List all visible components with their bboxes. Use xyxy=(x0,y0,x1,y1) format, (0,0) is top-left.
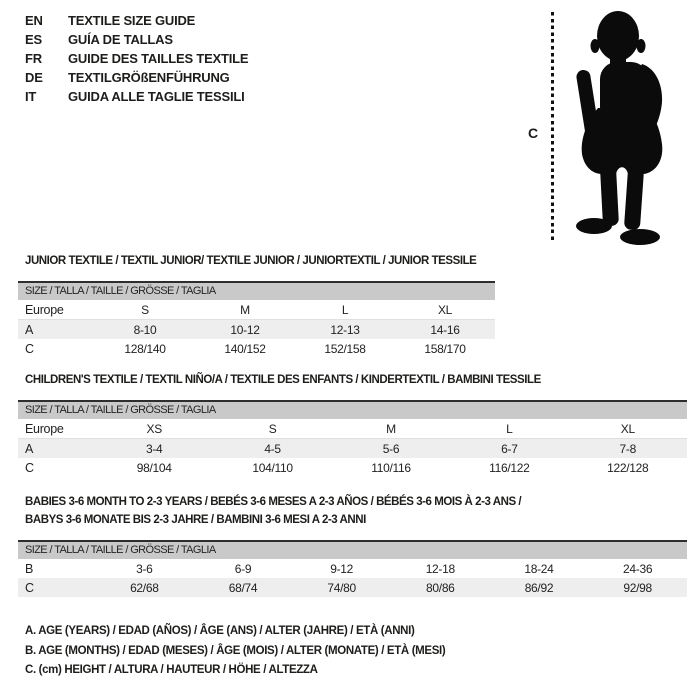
section-title-junior: JUNIOR TEXTILE / TEXTIL JUNIOR/ TEXTILE JUNIOR / JUNIORTEXTIL / JUNIOR TESSILE xyxy=(25,255,477,267)
language-label: GUIDA ALLE TAGLIE TESSILI xyxy=(68,89,245,104)
language-row-en xyxy=(25,11,248,30)
table-row xyxy=(18,578,687,597)
footnote-legend xyxy=(25,625,445,684)
language-code: IT xyxy=(25,89,37,104)
table-row xyxy=(18,320,495,340)
size-cell: 74/80 xyxy=(327,580,356,595)
size-cell: 152/158 xyxy=(324,341,366,356)
row-label: C xyxy=(25,580,34,595)
size-cell: 122/128 xyxy=(607,460,649,475)
section-title-babies-line1: BABIES 3-6 MONTH TO 2-3 YEARS / BEBÉS 3-6 MESES A 2-3 AÑOS / BÉBÉS 3-6 MOIS À 2-3 ANS / xyxy=(25,496,522,508)
size-cell: M xyxy=(195,300,295,320)
row-label: B xyxy=(25,561,34,576)
row-label: C xyxy=(25,341,34,356)
language-code: ES xyxy=(25,32,42,47)
size-cell: 86/92 xyxy=(524,580,554,595)
height-measure-dashed-line xyxy=(551,12,554,242)
footnote-age-months: B. AGE (MONTHS) / EDAD (MESES) / ÂGE (MOIS) / ALTER (MONATE) / ETÀ (MESI) xyxy=(25,644,446,657)
size-cell: 10-12 xyxy=(230,322,260,337)
toddler-silhouette-image xyxy=(558,8,683,248)
size-cell: 68/74 xyxy=(228,580,258,595)
size-cell: 7-8 xyxy=(619,441,636,456)
size-cell: 12-18 xyxy=(425,561,455,576)
table-row xyxy=(18,559,687,578)
size-cell: M xyxy=(332,419,450,439)
table-row xyxy=(18,439,687,459)
section-title-babies-line2: BABYS 3-6 MONATE BIS 2-3 JAHRE / BAMBINI 3-6 MESI A 2-3 ANNI xyxy=(25,514,366,526)
size-cell: S xyxy=(213,419,331,439)
language-label: TEXTILGRÖßENFÜHRUNG xyxy=(68,70,230,85)
size-cell: 6-9 xyxy=(234,561,252,576)
size-cell: 98/104 xyxy=(136,460,172,475)
size-cell: 128/140 xyxy=(124,341,166,356)
language-row-es xyxy=(25,30,248,49)
size-cell: S xyxy=(95,300,195,320)
size-cell: 12-13 xyxy=(330,322,360,337)
size-cell: 80/86 xyxy=(426,580,455,595)
table-row xyxy=(18,339,495,358)
size-cell: 92/98 xyxy=(623,580,652,595)
language-list xyxy=(25,11,248,106)
language-code: EN xyxy=(25,13,43,28)
language-row-de xyxy=(25,68,248,87)
language-code: DE xyxy=(25,70,43,85)
size-cell: 3-6 xyxy=(136,561,153,576)
size-cell: 158/170 xyxy=(424,341,466,356)
footnote-age-years: A. AGE (YEARS) / EDAD (AÑOS) / ÂGE (ANS) / ALTER (JAHRE) / ETÀ (ANNI) xyxy=(25,625,415,637)
row-label: A xyxy=(25,322,34,337)
children-size-table xyxy=(18,400,687,477)
size-cell: 5-6 xyxy=(382,441,400,456)
size-header-bar: SIZE / TALLA / TAILLE / GRÖSSE / TAGLIA xyxy=(18,402,687,419)
size-cell: 140/152 xyxy=(224,341,266,356)
size-cell: 18-24 xyxy=(524,561,554,576)
row-label: Europe xyxy=(18,300,95,320)
section-title-babies xyxy=(25,493,521,529)
footnote-height-cm: C. (cm) HEIGHT / ALTURA / HAUTEUR / HÖHE / ALTEZZA xyxy=(25,664,318,676)
table-row xyxy=(18,300,495,320)
size-cell: L xyxy=(450,419,568,439)
size-cell: 62/68 xyxy=(130,580,159,595)
row-label: Europe xyxy=(18,419,95,439)
section-title-children: CHILDREN'S TEXTILE / TEXTIL NIÑO/A / TEXTILE DES ENFANTS / KINDERTEXTIL / BAMBINI TESSILE xyxy=(25,374,541,386)
size-cell: XL xyxy=(569,419,687,439)
language-label: TEXTILE SIZE GUIDE xyxy=(68,13,196,28)
size-cell: 9-12 xyxy=(330,561,354,576)
size-cell: XS xyxy=(95,419,213,439)
size-cell: 3-4 xyxy=(145,441,163,456)
language-label: GUÍA DE TALLAS xyxy=(68,32,173,47)
table-row xyxy=(18,419,687,439)
size-header-bar: SIZE / TALLA / TAILLE / GRÖSSE / TAGLIA xyxy=(18,283,495,300)
size-cell: 8-10 xyxy=(133,322,157,337)
size-cell: 4-5 xyxy=(264,441,281,456)
junior-size-table xyxy=(18,281,495,358)
babies-size-table xyxy=(18,540,687,597)
language-label: GUIDE DES TAILLES TEXTILE xyxy=(68,51,249,66)
language-code: FR xyxy=(25,51,42,66)
size-cell: XL xyxy=(395,300,495,320)
size-header-bar: SIZE / TALLA / TAILLE / GRÖSSE / TAGLIA xyxy=(18,542,687,559)
language-row-it xyxy=(25,87,248,106)
size-cell: 104/110 xyxy=(252,460,293,475)
size-cell: L xyxy=(295,300,395,320)
size-cell: 24-36 xyxy=(623,561,653,576)
size-cell: 110/116 xyxy=(371,460,411,475)
row-label: A xyxy=(25,441,34,456)
size-cell: 14-16 xyxy=(430,322,460,337)
language-row-fr xyxy=(25,49,248,68)
height-measure-label: C xyxy=(528,125,539,141)
row-label: C xyxy=(25,460,34,475)
table-row xyxy=(18,458,687,477)
size-cell: 116/122 xyxy=(489,460,530,475)
size-cell: 6-7 xyxy=(501,441,518,456)
